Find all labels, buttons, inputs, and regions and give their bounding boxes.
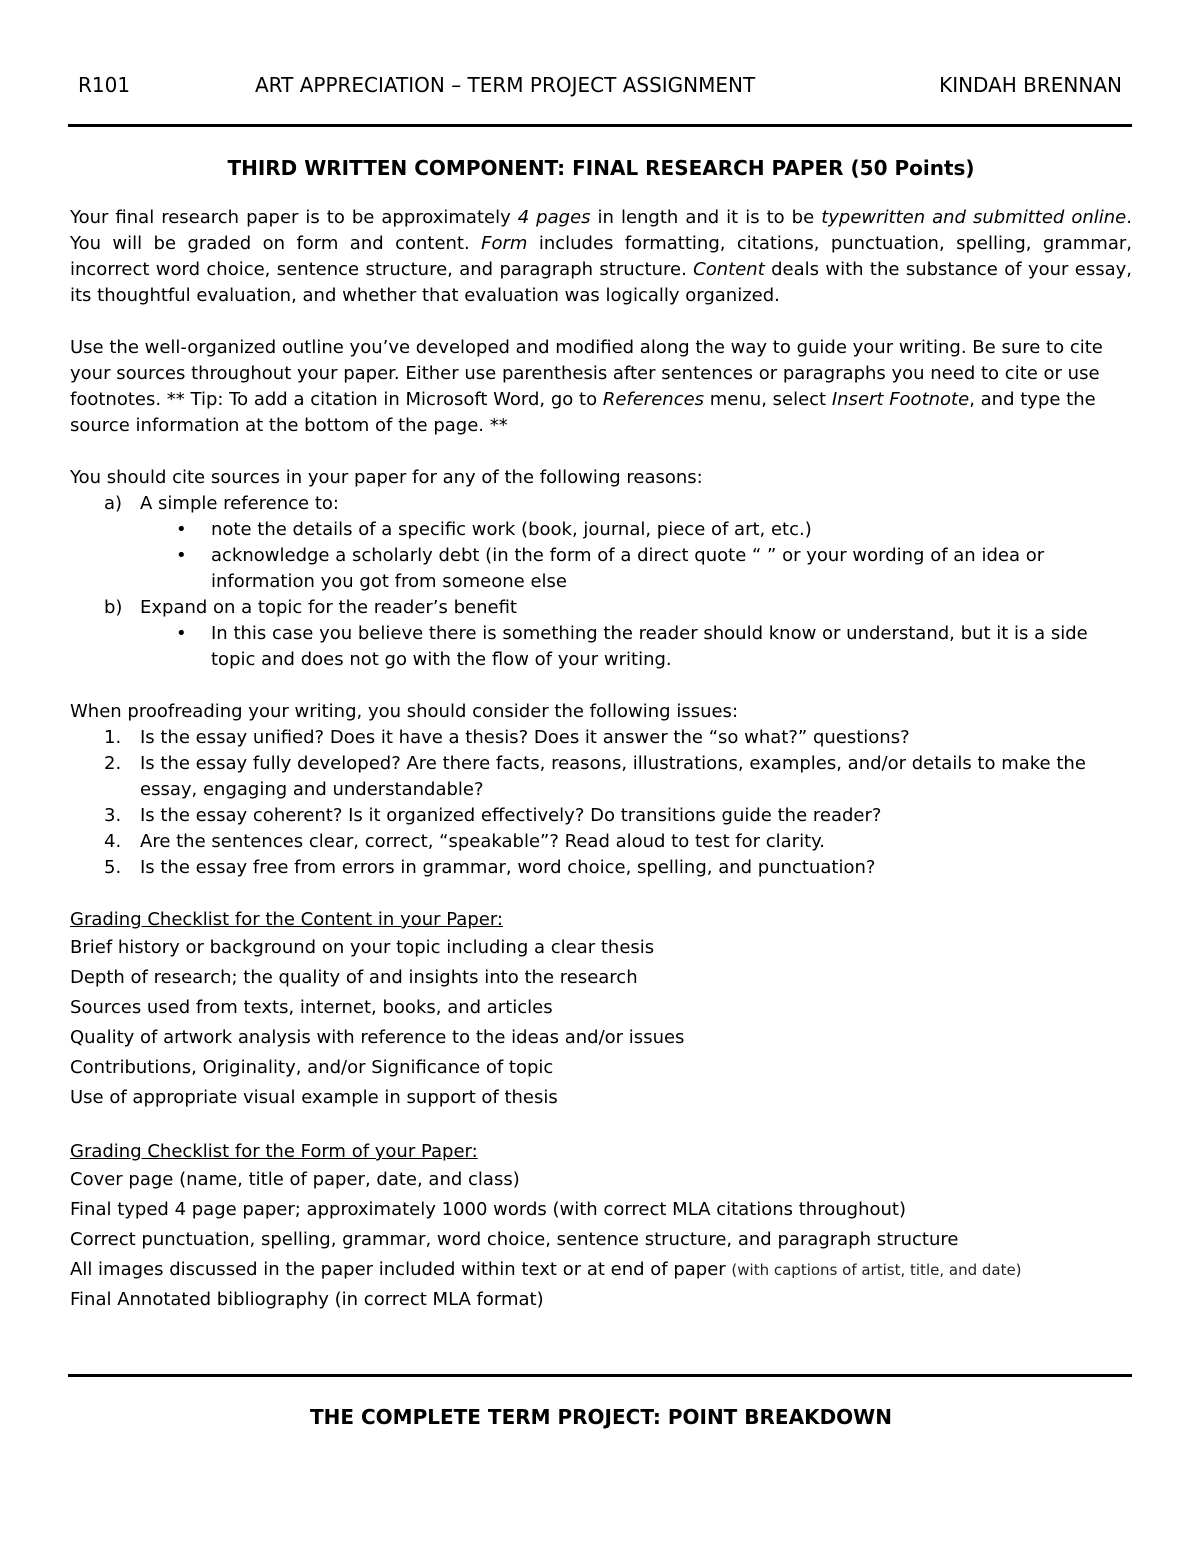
checklist-item: Depth of research; the quality of and insights into the research	[70, 967, 638, 988]
page-header	[70, 70, 1132, 100]
document-title: ART APPRECIATION – TERM PROJECT ASSIGNMENT	[255, 73, 756, 97]
header-divider	[68, 124, 1132, 127]
checklist-item: Cover page (name, title of paper, date, and class)	[70, 1169, 520, 1190]
list-item: • note the details of a specific work (book, journal, piece of art, etc.)	[70, 517, 1132, 543]
bullet-icon: •	[176, 623, 187, 644]
bullet-icon: •	[176, 519, 187, 540]
list-item: 3. Is the essay coherent? Is it organized effectively? Do transitions guide the reader?	[104, 805, 882, 826]
checklist-item: Contributions, Originality, and/or Significance of topic	[70, 1057, 554, 1078]
list-item: 1. Is the essay unified? Does it have a thesis? Does it answer the “so what?” questions?	[104, 727, 910, 748]
form-checklist-heading: Grading Checklist for the Form of your Paper:	[70, 1141, 478, 1162]
checklist-item: Sources used from texts, internet, books, and articles	[70, 997, 553, 1018]
checklist-item: Correct punctuation, spelling, grammar, word choice, sentence structure, and paragraph structure	[70, 1229, 959, 1250]
course-code: R101	[78, 73, 131, 97]
document-body	[70, 205, 1132, 1315]
author-name: KINDAH BRENNAN	[939, 73, 1122, 97]
checklist-item: Brief history or background on your topic including a clear thesis	[70, 937, 655, 958]
checklist-item: Final typed 4 page paper; approximately 1000 words (with correct MLA citations throughout)	[70, 1199, 906, 1220]
bullet-icon: •	[176, 545, 187, 566]
footer-divider	[68, 1374, 1132, 1377]
cite-intro: You should cite sources in your paper for any of the following reasons:	[70, 467, 703, 488]
checklist-item: Quality of artwork analysis with reference to the ideas and/or issues	[70, 1027, 685, 1048]
list-item: 2. Is the essay fully developed? Are there facts, reasons, illustrations, examples, and/or details to make the essay, engaging and understandable?	[104, 753, 1086, 800]
caption-note: (with captions of artist, title, and date)	[731, 1261, 1022, 1279]
checklist-item: Final Annotated bibliography (in correct MLA format)	[70, 1289, 544, 1310]
list-item: 5. Is the essay free from errors in grammar, word choice, spelling, and punctuation?	[104, 857, 876, 878]
list-item: a) A simple reference to:	[104, 493, 339, 514]
checklist-item: All images discussed in the paper included within text or at end of paper (with captions of artist, title, and date)	[70, 1259, 1022, 1280]
list-item: • acknowledge a scholarly debt (in the form of a direct quote “ ” or your wording of an idea or information you got from someone else	[176, 545, 1045, 592]
content-checklist-heading: Grading Checklist for the Content in your Paper:	[70, 909, 503, 930]
list-item: 4. Are the sentences clear, correct, “speakable”? Read aloud to test for clarity.	[104, 831, 825, 852]
list-item: • In this case you believe there is something the reader should know or understand, but it is a side topic and does not go with the flow of your writing.	[176, 623, 1088, 670]
section-title: THIRD WRITTEN COMPONENT: FINAL RESEARCH PAPER (50 Points)	[227, 156, 975, 180]
intro-paragraph: Your final research paper is to be approximately 4 pages in length and it is to be typewritten and submitted online. You will be graded on form and content. Form includes formatting, citations, punctuation, spelling, grammar, incorrect word choice, sentence structure, and paragraph structure. Content deals with the substance of your essay, its thoughtful evaluation, and whether that evaluation was logically organized.	[70, 207, 1133, 306]
point-breakdown-title: THE COMPLETE TERM PROJECT: POINT BREAKDOWN	[310, 1405, 892, 1429]
list-item: b) Expand on a topic for the reader’s benefit	[104, 597, 517, 618]
proofreading-intro: When proofreading your writing, you should consider the following issues:	[70, 701, 739, 722]
outline-paragraph: Use the well-organized outline you’ve developed and modified along the way to guide your writing. Be sure to cite your sources throughout your paper. Either use parenthesis after sentences or paragraphs you need to cite or use footnotes. ** Tip: To add a citation in Microsoft Word, go to References menu, select Insert Footnote, and type the source information at the bottom of the page. **	[70, 337, 1103, 436]
checklist-item: Use of appropriate visual example in support of thesis	[70, 1087, 558, 1108]
